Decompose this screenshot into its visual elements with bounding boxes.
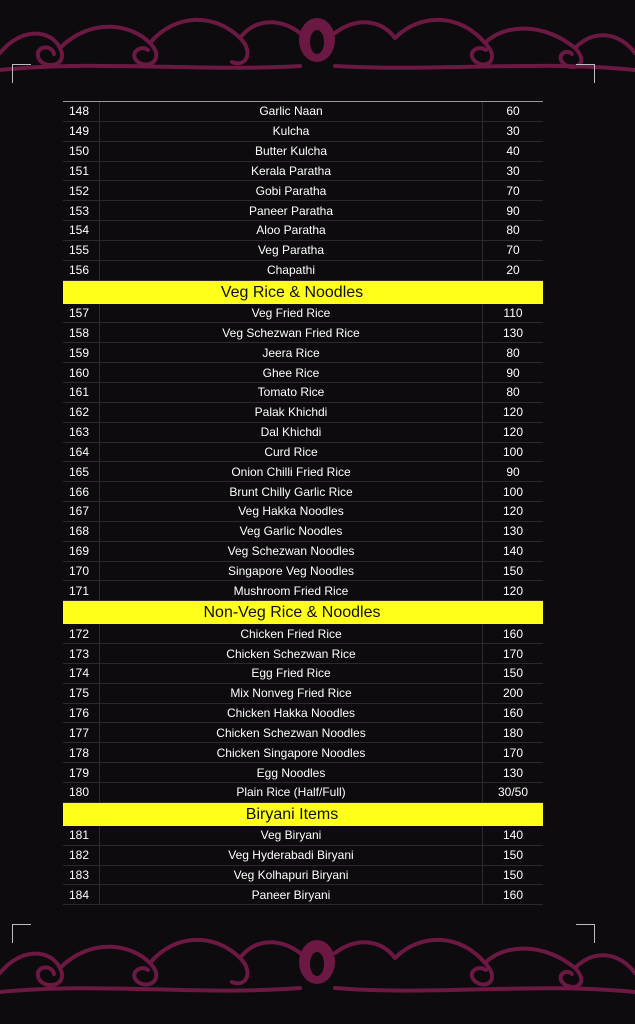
item-price: 120: [502, 405, 524, 420]
item-number: 161: [69, 385, 90, 400]
menu-item-row: [63, 846, 543, 866]
item-price: 140: [502, 828, 524, 843]
item-name: Jeera Rice: [99, 343, 483, 362]
item-name: Gobi Paratha: [99, 181, 483, 200]
corner-mark-top-right: [576, 64, 595, 83]
item-name: Veg Schezwan Noodles: [99, 542, 483, 561]
menu-item-row: [63, 122, 543, 142]
menu-item-row: [63, 261, 543, 281]
menu-item-row: [63, 562, 543, 582]
item-name: Palak Khichdi: [99, 403, 483, 422]
item-name: Dal Khichdi: [99, 423, 483, 442]
menu-item-row: [63, 363, 543, 383]
menu-item-row: [63, 763, 543, 783]
item-name: Tomato Rice: [99, 383, 483, 402]
corner-mark-bottom-right: [576, 924, 595, 943]
item-name: Singapore Veg Noodles: [99, 562, 483, 581]
menu-item-row: [63, 403, 543, 423]
item-number: 176: [69, 706, 90, 721]
item-number: 160: [69, 365, 90, 380]
menu-item-row: [63, 866, 543, 886]
item-name: Chapathi: [99, 261, 483, 280]
item-number: 177: [69, 725, 90, 740]
item-price: 150: [502, 666, 524, 681]
menu-item-row: [63, 443, 543, 463]
item-price: 40: [506, 144, 520, 159]
item-name: Butter Kulcha: [99, 142, 483, 161]
item-number: 175: [69, 686, 90, 701]
item-number: 170: [69, 563, 90, 578]
menu-item-row: [63, 522, 543, 542]
item-price: 170: [502, 745, 524, 760]
item-number: 157: [69, 306, 90, 321]
item-price: 110: [503, 306, 523, 321]
item-price: 120: [502, 504, 524, 519]
item-price: 80: [506, 385, 520, 400]
item-name: Veg Biryani: [99, 826, 483, 845]
item-price: 80: [506, 223, 520, 238]
item-name: Egg Fried Rice: [99, 664, 483, 683]
item-name: Veg Fried Rice: [99, 304, 483, 323]
menu-item-row: [63, 581, 543, 601]
item-name: Chicken Hakka Noodles: [99, 704, 483, 723]
section-header: Veg Rice & Noodles: [63, 281, 543, 304]
item-name: Paneer Paratha: [99, 201, 483, 220]
item-number: 178: [69, 745, 90, 760]
item-number: 154: [69, 223, 90, 238]
menu-item-row: [63, 462, 543, 482]
item-price: 60: [506, 104, 520, 119]
menu-item-row: [63, 201, 543, 221]
item-number: 152: [69, 183, 90, 198]
item-price: 120: [502, 583, 524, 598]
item-number: 162: [69, 405, 90, 420]
item-number: 149: [69, 124, 90, 139]
item-number: 159: [69, 345, 90, 360]
menu-item-row: [63, 241, 543, 261]
top-ornament: [0, 8, 635, 78]
item-price: 100: [502, 444, 524, 459]
item-name: Brunt Chilly Garlic Rice: [99, 482, 483, 501]
item-price: 100: [502, 484, 524, 499]
item-price: 30: [506, 163, 520, 178]
menu-item-row: [63, 783, 543, 803]
item-number: 184: [69, 887, 90, 902]
menu-table: [63, 101, 543, 905]
item-number: 168: [69, 524, 90, 539]
item-name: Curd Rice: [99, 443, 483, 462]
item-number: 148: [69, 104, 90, 119]
item-number: 165: [69, 464, 90, 479]
menu-item-row: [63, 482, 543, 502]
item-price: 160: [502, 706, 524, 721]
item-price: 120: [502, 425, 524, 440]
item-number: 169: [69, 544, 90, 559]
item-price: 160: [502, 887, 524, 902]
section-header: Biryani Items: [63, 803, 543, 826]
item-name: Mix Nonveg Fried Rice: [99, 684, 483, 703]
item-number: 158: [69, 325, 90, 340]
item-price: 30: [506, 124, 520, 139]
item-number: 156: [69, 263, 90, 278]
menu-item-row: [63, 885, 543, 905]
menu-item-row: [63, 221, 543, 241]
item-name: Kerala Paratha: [99, 162, 483, 181]
menu-item-row: [63, 142, 543, 162]
menu-item-row: [63, 684, 543, 704]
menu-item-row: [63, 162, 543, 182]
item-name: Chicken Fried Rice: [99, 624, 483, 643]
item-price: 70: [506, 243, 520, 258]
item-number: 171: [69, 583, 90, 598]
item-price: 90: [506, 365, 520, 380]
item-price: 130: [502, 325, 524, 340]
item-price: 130: [502, 765, 524, 780]
item-price: 20: [506, 263, 520, 278]
item-name: Veg Hyderabadi Biryani: [99, 846, 483, 865]
item-name: Egg Noodles: [99, 763, 483, 782]
menu-item-row: [63, 383, 543, 403]
item-number: 182: [69, 848, 90, 863]
menu-item-row: [63, 102, 543, 122]
item-price: 160: [502, 626, 524, 641]
menu-item-row: [63, 181, 543, 201]
bottom-ornament: [0, 938, 635, 1008]
item-number: 167: [69, 504, 90, 519]
item-name: Garlic Naan: [99, 102, 483, 121]
corner-mark-top-left: [12, 64, 31, 83]
menu-item-row: [63, 624, 543, 644]
item-price: 180: [502, 725, 524, 740]
item-number: 163: [69, 425, 90, 440]
item-price: 170: [502, 646, 524, 661]
item-number: 164: [69, 444, 90, 459]
item-name: Mushroom Fried Rice: [99, 581, 483, 600]
item-name: Chicken Singapore Noodles: [99, 743, 483, 762]
item-price: 140: [502, 544, 524, 559]
menu-item-row: [63, 542, 543, 562]
item-number: 153: [69, 203, 90, 218]
item-number: 155: [69, 243, 90, 258]
item-price: 150: [502, 867, 524, 882]
item-number: 179: [69, 765, 90, 780]
item-number: 150: [69, 144, 90, 159]
menu-item-row: [63, 664, 543, 684]
menu-item-row: [63, 644, 543, 664]
item-name: Veg Paratha: [99, 241, 483, 260]
item-name: Chicken Schezwan Rice: [99, 644, 483, 663]
menu-item-row: [63, 502, 543, 522]
menu-item-row: [63, 826, 543, 846]
item-number: 180: [69, 785, 90, 800]
menu-item-row: [63, 423, 543, 443]
item-name: Kulcha: [99, 122, 483, 141]
item-number: 172: [69, 626, 90, 641]
item-name: Veg Kolhapuri Biryani: [99, 866, 483, 885]
item-name: Chicken Schezwan Noodles: [99, 723, 483, 742]
item-price: 200: [502, 686, 524, 701]
item-price: 150: [502, 563, 524, 578]
item-price: 70: [506, 183, 520, 198]
menu-item-row: [63, 704, 543, 724]
item-number: 181: [69, 828, 90, 843]
item-number: 151: [69, 163, 90, 178]
menu-item-row: [63, 743, 543, 763]
item-price: 30/50: [497, 785, 529, 800]
menu-item-row: [63, 304, 543, 324]
item-name: Veg Garlic Noodles: [99, 522, 483, 541]
item-price: 80: [506, 345, 520, 360]
menu-item-row: [63, 343, 543, 363]
item-number: 173: [69, 646, 90, 661]
item-price: 130: [502, 524, 524, 539]
item-name: Veg Hakka Noodles: [99, 502, 483, 521]
item-name: Veg Schezwan Fried Rice: [99, 323, 483, 342]
item-name: Ghee Rice: [99, 363, 483, 382]
item-name: Paneer Biryani: [99, 885, 483, 904]
menu-item-row: [63, 723, 543, 743]
item-name: Onion Chilli Fried Rice: [99, 462, 483, 481]
item-price: 90: [506, 464, 520, 479]
item-name: Aloo Paratha: [99, 221, 483, 240]
item-number: 166: [69, 484, 90, 499]
item-name: Plain Rice (Half/Full): [99, 783, 483, 802]
item-number: 183: [69, 867, 90, 882]
item-price: 150: [502, 848, 524, 863]
corner-mark-bottom-left: [12, 924, 31, 943]
item-price: 90: [506, 203, 520, 218]
menu-item-row: [63, 323, 543, 343]
section-header: Non-Veg Rice & Noodles: [63, 601, 543, 624]
item-number: 174: [69, 666, 90, 681]
